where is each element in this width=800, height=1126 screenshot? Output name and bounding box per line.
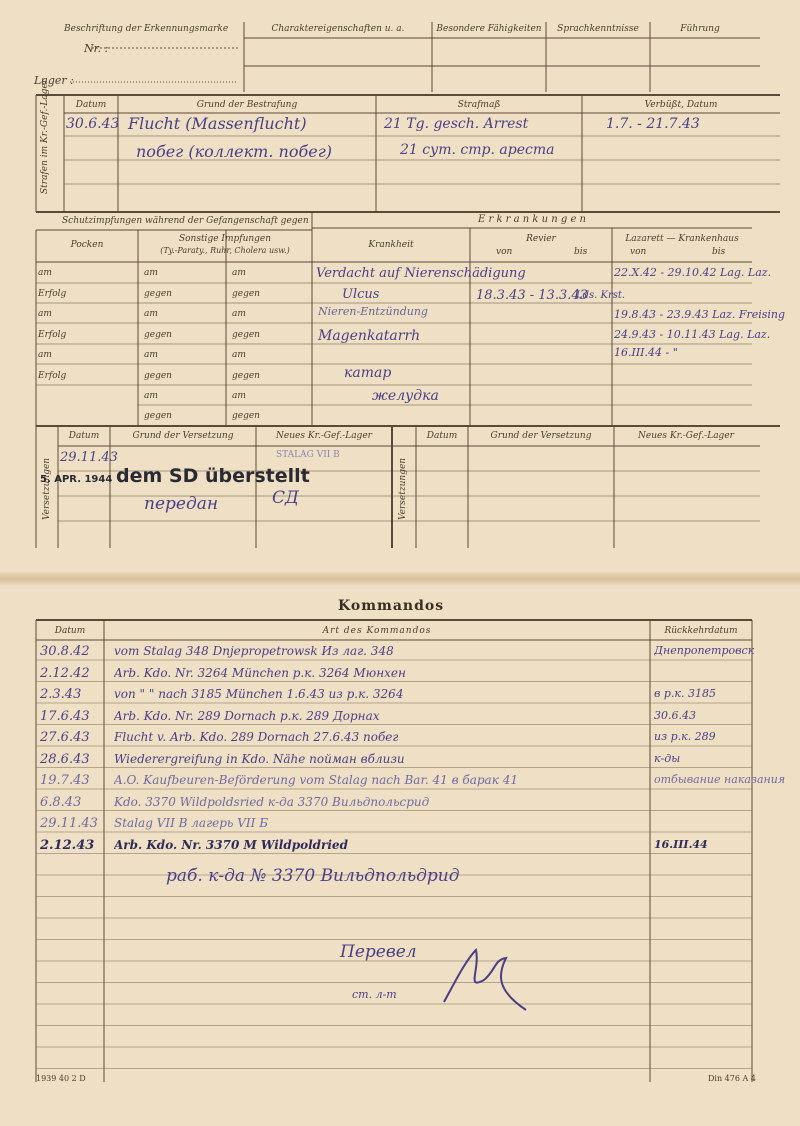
footer-left-code: 1939 40 2 D: [36, 1074, 86, 1083]
impf-am: am: [232, 350, 246, 360]
impf-gegen: gegen: [232, 371, 260, 381]
kommando-art: Kdo. 3370 Wildpoldsried к-да 3370 Вильдпольсрид: [114, 794, 430, 809]
kommando-art: vom Stalag 348 Dnjepropetrowsk Из лаг. 348: [114, 644, 394, 658]
kommando-rueck: к-ды: [654, 751, 681, 765]
impf-gegen: gegen: [232, 330, 260, 340]
kommando-datum: 2.12.43: [40, 837, 95, 853]
impfungen-title: Schutzimpfungen während der Gefangenschaft gegen: [62, 216, 309, 226]
revier-note: Lds. Krst.: [576, 290, 626, 301]
versetzung-stamp-text: dem SD überstellt: [116, 465, 310, 487]
strafen-col-verbuesst: Verbüßt, Datum: [644, 100, 718, 110]
lazarett-entry: 19.8.43 - 23.9.43 Laz. Freising: [614, 308, 786, 321]
revier-entry: 18.3.43 - 13.3.43: [476, 288, 588, 303]
label-sprachkenntnisse: Sprachkenntnisse: [557, 24, 639, 34]
kommandos-col-rueck: Rückkehrdatum: [664, 626, 738, 636]
kommando-art: Stalag VII B лагерь VII Б: [114, 816, 269, 830]
impf-row-label: Erfolg: [38, 371, 67, 381]
versetzung-stamp-date: 5. APR. 1944: [40, 474, 113, 485]
strafen-entry-strafmass-de: 21 Tg. gesch. Arrest: [384, 116, 529, 132]
kommando-datum: 19.7.43: [40, 773, 90, 788]
label-nr: Nr. :: [84, 42, 109, 55]
krankheit-entry: желудка: [372, 388, 439, 404]
impfungen-sonstige: Sonstige Impfungen: [178, 234, 272, 244]
impf-am: am: [232, 391, 246, 401]
kommando-datum: 29.11.43: [40, 816, 98, 831]
krankheit-entry: Ulcus: [342, 287, 380, 302]
impf-row-label: am: [38, 350, 52, 360]
erkrankungen-lazarett: Lazarett — Krankenhaus: [625, 234, 739, 244]
kommando-datum: 6.8.43: [40, 794, 82, 810]
kommando-datum: 30.8.42: [40, 644, 90, 659]
kommandos-russian-note: раб. к-да № 3370 Вильдпольдрид: [166, 866, 460, 886]
impf-am: am: [232, 309, 246, 319]
versetzung-col-lager-2: Neues Kr.-Gef.-Lager: [638, 431, 734, 441]
label-faehigkeiten: Besondere Fähigkeiten: [436, 24, 542, 34]
kommando-datum: 2.3.43: [40, 687, 82, 702]
kommando-art: Arb. Kdo. Nr. 3264 München р.к. 3264 Мюнхен: [114, 665, 406, 680]
versetzung-col-grund: Grund der Versetzung: [132, 431, 234, 441]
strafen-col-grund: Grund der Bestrafung: [196, 100, 298, 110]
footer-right-code: Din 476 A 4: [708, 1074, 756, 1083]
impf-am: am: [144, 268, 158, 278]
erkrankungen-krankheit: Krankheit: [368, 240, 414, 250]
kommandos-title: Kommandos: [338, 598, 445, 614]
strafen-side-label: Strafen im Kr.-Gef.-Lager: [40, 78, 50, 194]
signature-translator: Перевел: [340, 942, 417, 962]
krankheit-entry: Verdacht auf Nierenschädigung: [316, 266, 526, 281]
strafen-entry-verbuesst: 1.7. - 21.7.43: [606, 116, 700, 132]
signature-mark: [436, 940, 536, 1020]
kommando-rueck: отбывание наказания: [654, 773, 786, 786]
versetzungen-side-label-right: Versetzungen: [398, 457, 408, 520]
versetzung-col-datum-2: Datum: [426, 431, 458, 441]
kommando-rueck: Днепропетровск: [654, 644, 755, 657]
kommando-art: Flucht v. Arb. Kdo. 289 Dornach 27.6.43 побег: [114, 730, 399, 744]
strafen-col-datum: Datum: [75, 100, 107, 110]
lazarett-entry: 16.III.44 - ": [614, 346, 678, 359]
impf-row-label: am: [38, 309, 52, 319]
krankheit-entry: Nieren-Entzündung: [318, 305, 428, 318]
impf-row-label: Erfolg: [38, 289, 67, 299]
label-fuehrung: Führung: [680, 24, 720, 34]
label-lager: Lager :: [34, 74, 74, 87]
kommando-datum: 27.6.43: [40, 730, 90, 745]
kommandos-col-datum: Datum: [54, 626, 86, 636]
label-charakter: Charaktereigenschaften u. a.: [271, 24, 405, 34]
krankheit-entry: Magenkatarrh: [318, 328, 421, 344]
erkrankungen-revier: Revier: [526, 234, 556, 244]
impf-gegen: gegen: [144, 411, 172, 421]
kommandos-col-art: Art des Kommandos: [322, 626, 432, 636]
versetzung-entry-lager: STALAG VII B: [276, 450, 340, 460]
kommando-rueck: в р.к. 3185: [654, 687, 716, 700]
impf-gegen: gegen: [232, 411, 260, 421]
versetzung-col-grund-2: Grund der Versetzung: [490, 431, 592, 441]
kommando-art: A.O. Kaufbeuren-Beförderung vom Stalag nach Bar. 41 в барак 41: [114, 773, 518, 787]
lazarett-entry: 24.9.43 - 10.11.43 Lag. Laz.: [614, 328, 771, 341]
versetzungen-side-label-left: Versetzungen: [42, 457, 52, 520]
impf-row-label: Erfolg: [38, 330, 67, 340]
krankheit-entry: катар: [344, 365, 392, 381]
strafen-entry-strafmass-ru: 21 сут. стр. ареста: [400, 142, 555, 158]
versetzung-col-datum: Datum: [68, 431, 100, 441]
label-beschriftung: Beschriftung der Erkennungsmarke: [64, 24, 229, 34]
strafen-entry-grund-ru: побег (коллект. побег): [136, 142, 333, 161]
impf-gegen: gegen: [144, 371, 172, 381]
impf-am: am: [144, 391, 158, 401]
strafen-entry-date: 30.6.43: [66, 116, 120, 132]
erkrankungen-title: E r k r a n k u n g e n: [478, 214, 586, 225]
versetzung-entry-date: 29.11.43: [60, 450, 118, 465]
erkrankungen-lazarett-von: von: [630, 247, 647, 257]
impf-gegen: gegen: [144, 330, 172, 340]
kommando-art: Arb. Kdo. Nr. 289 Dornach р.к. 289 Дорнах: [114, 708, 380, 723]
strafen-entry-grund-de: Flucht (Massenflucht): [128, 114, 307, 133]
kommando-rueck: 16.III.44: [654, 837, 708, 851]
impf-gegen: gegen: [232, 289, 260, 299]
kommando-rueck: из р.к. 289: [654, 730, 716, 743]
kommando-art: von " " nach 3185 München 1.6.43 из р.к. 3264: [114, 687, 404, 701]
impf-row-label: am: [38, 268, 52, 278]
erkrankungen-revier-bis: bis: [574, 247, 588, 257]
versetzung-entry-ru: передан: [144, 494, 219, 514]
kommando-art: Arb. Kdo. Nr. 3370 M Wildpoldried: [114, 837, 348, 852]
impf-am: am: [232, 268, 246, 278]
impf-gegen: gegen: [144, 289, 172, 299]
kommando-datum: 28.6.43: [40, 751, 90, 767]
erkrankungen-lazarett-bis: bis: [712, 247, 726, 257]
impf-am: am: [144, 350, 158, 360]
versetzung-col-lager: Neues Kr.-Gef.-Lager: [276, 431, 372, 441]
impfungen-sonstige-sub: (Ty.-Paraty., Ruhr, Cholera usw.): [160, 246, 290, 255]
kommando-art: Wiederergreifung in Kdo. Nähe пойман вблизи: [114, 751, 405, 766]
versetzung-entry-sd: СД: [272, 488, 299, 508]
strafen-col-strafmass: Strafmaß: [457, 100, 501, 110]
kommando-rueck: 30.6.43: [654, 708, 696, 722]
impfungen-pocken: Pocken: [70, 240, 104, 250]
kommando-datum: 17.6.43: [40, 708, 90, 724]
impf-am: am: [144, 309, 158, 319]
erkrankungen-revier-von: von: [496, 247, 513, 257]
signature-rank: ст. л-т: [352, 988, 397, 1001]
lazarett-entry: 22.X.42 - 29.10.42 Lag. Laz.: [614, 266, 772, 279]
kommando-datum: 2.12.42: [40, 665, 90, 681]
